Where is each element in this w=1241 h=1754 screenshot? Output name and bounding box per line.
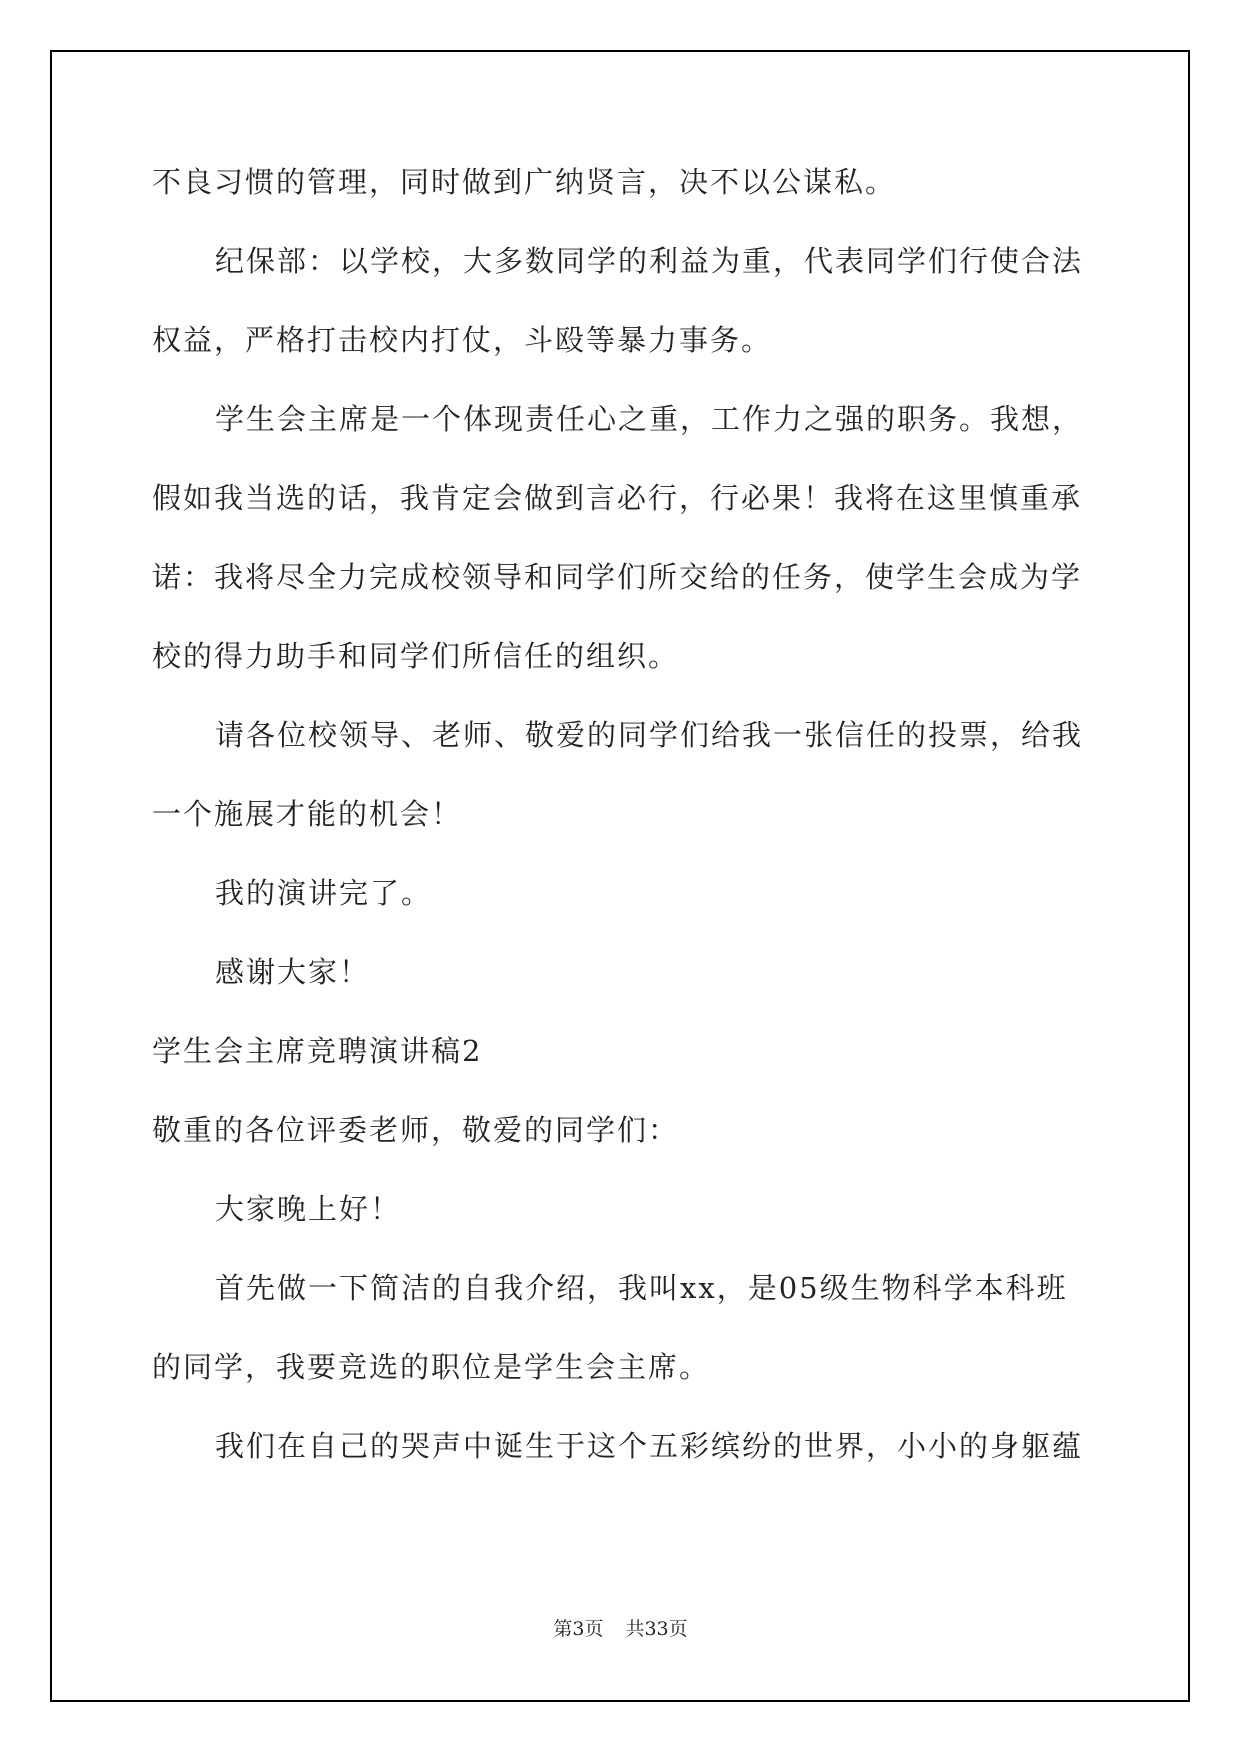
text-line: 大家晚上好！ [215, 1192, 402, 1226]
text-line: 诺：我将尽全力完成校领导和同学们所交给的任务，使学生会成为学 [152, 560, 1083, 594]
text-line: 学生会主席是一个体现责任心之重，工作力之强的职务。我想， [215, 402, 1084, 436]
document-body [152, 162, 1092, 1505]
text-line: 请各位校领导、老师、敬爱的同学们给我一张信任的投票，给我 [215, 718, 1084, 752]
text-line: 一个施展才能的机会！ [152, 797, 463, 831]
text-line: 纪保部：以学校，大多数同学的利益为重，代表同学们行使合法 [215, 244, 1084, 278]
page-total: 共33页 [625, 1618, 688, 1640]
text-line: 校的得力助手和同学们所信任的组织。 [152, 639, 680, 673]
text-line: 我们在自己的哭声中诞生于这个五彩缤纷的世界，小小的身躯蕴 [215, 1429, 1084, 1463]
text-line: 的同学，我要竞选的职位是学生会主席。 [152, 1350, 711, 1384]
page-number: 第3页 [553, 1618, 604, 1640]
salutation: 敬重的各位评委老师，敬爱的同学们： [152, 1113, 680, 1147]
text-line: 权益，严格打击校内打仗，斗殴等暴力事务。 [152, 323, 773, 357]
text-line: 首先做一下简洁的自我介绍，我叫xx，是05级生物科学本科班 [215, 1271, 1068, 1305]
text-line: 感谢大家！ [215, 955, 371, 989]
section-heading: 学生会主席竞聘演讲稿2 [152, 1034, 483, 1068]
text-line: 我的演讲完了。 [215, 876, 433, 910]
text-line: 假如我当选的话，我肯定会做到言必行，行必果！我将在这里慎重承 [152, 481, 1083, 515]
text-line: 不良习惯的管理，同时做到广纳贤言，决不以公谋私。 [152, 165, 897, 199]
page-footer [0, 1614, 1241, 1641]
